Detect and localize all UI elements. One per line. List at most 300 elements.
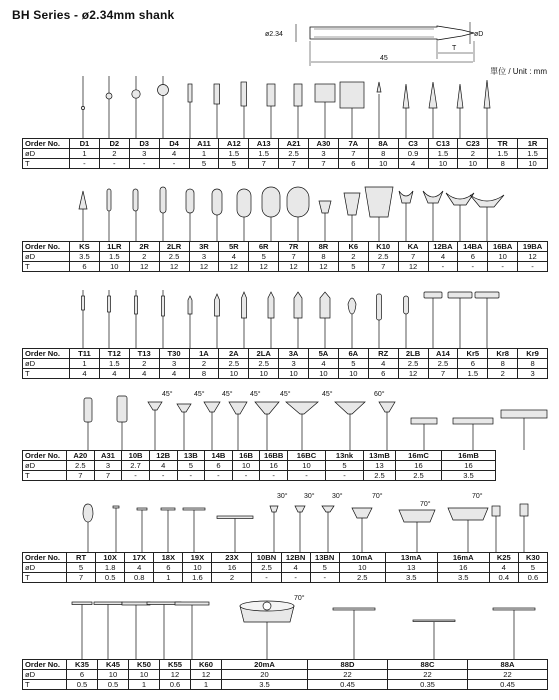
diameter-cell: 2.5 [279,149,309,159]
diameter-cell: 10 [129,670,160,680]
order-no-cell: D2 [99,139,129,149]
order-no-cell: D1 [70,139,100,149]
diameter-cell: 12 [191,670,222,680]
spec-table-row-1 [22,138,548,169]
diameter-cell: 2 [189,359,219,369]
diameter-cell: 8 [518,359,548,369]
angle-label: 70° [372,493,383,500]
order-no-cell: TR [488,139,518,149]
order-no-cell: 6A [338,349,368,359]
length-cell: 12 [398,369,428,379]
length-cell: - [177,471,205,481]
order-no-cell: 88A [468,660,548,670]
length-cell: 4 [99,369,129,379]
diameter-cell: 1.5 [99,359,129,369]
bit-drawings-row-3 [22,290,548,348]
diameter-cell: 2.5 [368,252,398,262]
order-no-cell: 5R [219,242,249,252]
diameter-cell: 6 [458,359,488,369]
diameter-cell: 2.5 [67,461,95,471]
diameter-cell: 5 [338,359,368,369]
length-cell: - [288,471,326,481]
length-cell: 6 [368,369,398,379]
section-row-1 [22,76,548,169]
diameter-cell: 20 [222,670,308,680]
order-no-cell: 18X [154,553,183,563]
length-cell: 6 [338,159,368,169]
order-no-cell: A14 [428,349,458,359]
diameter-cell: 12 [518,252,548,262]
length-cell: - [281,573,310,583]
order-no-cell: D3 [129,139,159,149]
order-no-cell: KA [398,242,428,252]
order-no-cell: 13B [177,451,205,461]
diameter-cell: 16 [396,461,442,471]
bit-drawings-row-1 [22,76,548,138]
shank-dimension-diagram [262,14,492,66]
angle-label: 30° [277,493,288,500]
order-no-cell: 88C [388,660,468,670]
diameter-header: øD [23,252,70,262]
diameter-cell: 2.5 [252,563,281,573]
order-no-cell: 5A [309,349,339,359]
order-no-cell: 6R [249,242,279,252]
angle-label: 45° [250,391,261,398]
length-cell: 0.8 [125,573,154,583]
diameter-cell: 7 [279,252,309,262]
diameter-cell: 5 [249,252,279,262]
length-cell: 10 [368,159,398,169]
diameter-cell: 4 [125,563,154,573]
length-cell: 1 [154,573,183,583]
length-cell: 8 [488,159,518,169]
order-no-cell: A12 [219,139,249,149]
length-cell: 10 [309,369,339,379]
diameter-cell: 22 [388,670,468,680]
diameter-cell: 10 [488,252,518,262]
diameter-cell: 2.7 [122,461,150,471]
diameter-cell: 4 [309,359,339,369]
spec-table-row-6 [22,659,548,690]
length-header: T [23,573,67,583]
order-no-cell: 13mB [364,451,396,461]
order-no-cell: 12B [149,451,177,461]
diameter-cell: 1.5 [488,149,518,159]
order-no-cell: 16BC [288,451,326,461]
order-no-cell: C13 [428,139,458,149]
diameter-cell: 8 [368,149,398,159]
length-cell: 0.5 [67,680,98,690]
order-no-cell: 8R [309,242,339,252]
diameter-cell: 6 [67,670,98,680]
order-no-header: Order No. [23,139,70,149]
length-cell: 3.5 [442,471,496,481]
order-no-cell: Kr9 [518,349,548,359]
diameter-cell: 3 [129,149,159,159]
angle-label: 45° [222,391,233,398]
order-no-cell: 2A [219,349,249,359]
diameter-cell: 0.9 [398,149,428,159]
length-cell: - [428,262,458,272]
diameter-cell: 5 [310,563,339,573]
length-cell: 3.5 [437,573,489,583]
length-cell: 10 [249,369,279,379]
order-no-cell: 88D [308,660,388,670]
length-cell: - [260,471,288,481]
diameter-cell: 4 [368,359,398,369]
length-header: T [23,262,70,272]
order-no-cell: 10B [122,451,150,461]
length-cell: 10 [279,369,309,379]
diameter-cell: 10 [339,563,385,573]
order-no-header: Order No. [23,553,67,563]
order-no-cell: K50 [129,660,160,670]
length-cell: 8 [189,369,219,379]
length-cell: 3.5 [222,680,308,690]
diameter-cell: 4 [281,563,310,573]
diameter-cell: 13 [364,461,396,471]
length-cell: 5 [189,159,219,169]
length-cell: 4 [70,369,100,379]
angle-label: 70° [420,501,431,508]
order-no-cell: 2LR [159,242,189,252]
length-cell: - [458,262,488,272]
diameter-cell: 10 [232,461,260,471]
order-no-cell: 16BB [260,451,288,461]
order-no-cell: K10 [368,242,398,252]
angle-label: 45° [162,391,173,398]
length-cell: 0.35 [388,680,468,690]
order-no-cell: Kr5 [458,349,488,359]
order-no-cell: 10BN [252,553,281,563]
diameter-cell: 22 [308,670,388,680]
order-no-cell: 1A [189,349,219,359]
length-cell: 10 [458,159,488,169]
order-no-cell: T11 [70,349,100,359]
order-no-cell: 7R [279,242,309,252]
angle-label: 45° [322,391,333,398]
bit-drawings-row-5 [22,488,548,552]
order-no-header: Order No. [23,660,67,670]
order-no-cell: RT [67,553,96,563]
diameter-header: øD [23,563,67,573]
diameter-cell: 3.5 [70,252,100,262]
length-cell: 5 [338,262,368,272]
length-cell: 0.5 [98,680,129,690]
diameter-cell: 10 [98,670,129,680]
length-cell: - [205,471,233,481]
diameter-cell: 6 [205,461,233,471]
length-cell: 1 [191,680,222,690]
length-cell: 2 [488,369,518,379]
order-no-cell: 13mA [385,553,437,563]
diameter-cell: 3 [279,359,309,369]
diameter-cell: 1 [70,359,100,369]
unit-label: 單位 / Unit : mm [490,67,547,76]
order-no-cell: A21 [279,139,309,149]
order-no-cell: 13BN [310,553,339,563]
order-no-header: Order No. [23,242,70,252]
length-header: T [23,680,67,690]
length-cell: 7 [309,159,339,169]
order-no-cell: K6 [338,242,368,252]
diameter-cell: 3 [94,461,122,471]
length-cell: 5 [219,159,249,169]
diameter-cell: 2 [129,359,159,369]
diameter-cell: 1.8 [96,563,125,573]
length-cell: 0.5 [96,573,125,583]
order-no-cell: 16B [232,451,260,461]
length-header: T [23,471,67,481]
order-no-cell: K30 [518,553,547,563]
diameter-cell: 1 [70,149,100,159]
order-no-cell: A11 [189,139,219,149]
diameter-cell: 16 [212,563,252,573]
diameter-cell: 22 [468,670,548,680]
order-no-cell: K60 [191,660,222,670]
diameter-cell: 4 [489,563,518,573]
section-row-3 [22,290,548,379]
order-no-cell: A30 [309,139,339,149]
order-no-cell: 12BA [428,242,458,252]
diameter-cell: 16 [437,563,489,573]
diameter-cell: 2 [99,149,129,159]
diameter-cell: 4 [149,461,177,471]
length-cell: 7 [249,159,279,169]
diameter-cell: 6 [154,563,183,573]
order-no-cell: 20mA [222,660,308,670]
order-no-cell: 2LB [398,349,428,359]
spec-table-row-2 [22,241,548,272]
diameter-cell: 7 [338,149,368,159]
length-cell: 12 [219,262,249,272]
length-t-label: T [452,45,457,52]
length-cell: 0.6 [160,680,191,690]
order-no-cell: 10mA [339,553,385,563]
spec-table-row-5 [22,552,548,583]
length-cell: 12 [309,262,339,272]
order-no-cell: 1LR [99,242,129,252]
diameter-cell: 12 [160,670,191,680]
spec-table-row-4 [22,450,548,481]
order-no-cell: A13 [249,139,279,149]
diameter-cell: 1.5 [428,149,458,159]
diameter-cell: 6 [458,252,488,262]
order-no-cell: K45 [98,660,129,670]
diameter-cell: 2.5 [219,359,249,369]
length-cell: - [232,471,260,481]
order-no-cell: 16BA [488,242,518,252]
diameter-cell: 2.5 [159,252,189,262]
order-no-cell: T13 [129,349,159,359]
section-row-5 [22,488,548,583]
length-cell: - [159,159,189,169]
diameter-cell: 4 [159,149,189,159]
order-no-cell: A31 [94,451,122,461]
diameter-cell: 3 [189,252,219,262]
diameter-cell: 5 [326,461,364,471]
page-title: BH Series - ø2.34mm shank [12,8,175,22]
length-cell: 7 [368,262,398,272]
diameter-cell: 8 [488,359,518,369]
bit-drawings-row-2 [22,185,548,241]
diameter-cell: 7 [398,252,428,262]
order-no-cell: 16mA [437,553,489,563]
length-cell: 10 [338,369,368,379]
length-cell: 3 [518,369,548,379]
length-cell: 4 [159,369,189,379]
diameter-cell: 3 [159,359,189,369]
order-no-cell: D4 [159,139,189,149]
section-row-4 [22,388,548,481]
length-cell: 12 [279,262,309,272]
order-no-cell: K25 [489,553,518,563]
length-cell: 2 [212,573,252,583]
spec-table-row-3 [22,348,548,379]
diameter-cell: 1.5 [99,252,129,262]
order-no-cell: 1R [518,139,548,149]
length-cell: - [488,262,518,272]
diameter-cell: 2 [129,252,159,262]
length-cell: 0.45 [468,680,548,690]
diameter-cell: 1.5 [249,149,279,159]
diameter-cell: 2.5 [398,359,428,369]
length-cell: 7 [279,159,309,169]
length-cell: 4 [398,159,428,169]
order-no-cell: 19BA [518,242,548,252]
diameter-cell: 1.5 [219,149,249,159]
diameter-cell: 10 [183,563,212,573]
length-cell: 7 [67,573,96,583]
length-cell: 12 [129,262,159,272]
diameter-cell: 16 [442,461,496,471]
diameter-cell: 2.5 [428,359,458,369]
length-cell: - [70,159,100,169]
order-no-cell: K35 [67,660,98,670]
order-no-cell: 16mC [396,451,442,461]
length-cell: 10 [428,159,458,169]
order-no-cell: C23 [458,139,488,149]
order-no-cell: 23X [212,553,252,563]
diameter-cell: 3 [309,149,339,159]
length-cell: 10 [518,159,548,169]
angle-label: 60° [374,391,385,398]
diameter-cell: 2.5 [249,359,279,369]
length-cell: 6 [70,262,100,272]
length-cell: 2.5 [364,471,396,481]
order-no-cell: 12BN [281,553,310,563]
length-cell: - [99,159,129,169]
order-no-header: Order No. [23,451,67,461]
length-header: T [23,369,70,379]
order-no-cell: Kr8 [488,349,518,359]
length-cell: 10 [219,369,249,379]
length-cell: 1 [129,680,160,690]
order-no-cell: A20 [67,451,95,461]
section-row-6 [22,592,548,690]
length-cell: 7 [428,369,458,379]
angle-label: 30° [304,493,315,500]
angle-label: 45° [194,391,205,398]
length-cell: 0.45 [308,680,388,690]
order-no-header: Order No. [23,349,70,359]
length-cell: - [518,262,548,272]
length-cell: 0.6 [518,573,547,583]
length-cell: - [326,471,364,481]
length-cell: 12 [159,262,189,272]
length-cell: - [252,573,281,583]
diameter-header: øD [23,359,70,369]
length-cell: 1.6 [183,573,212,583]
order-no-cell: RZ [368,349,398,359]
diameter-cell: 4 [219,252,249,262]
diameter-header: øD [23,461,67,471]
order-no-cell: 14BA [458,242,488,252]
tip-diameter-label: øD [474,31,484,38]
order-no-cell: 16mB [442,451,496,461]
diameter-cell: 5 [67,563,96,573]
diameter-cell: 2 [338,252,368,262]
order-no-cell: 14B [205,451,233,461]
order-no-cell: 2R [129,242,159,252]
length-cell: 12 [189,262,219,272]
angle-label: 70° [472,493,483,500]
length-cell: 4 [129,369,159,379]
angle-label: 30° [332,493,343,500]
diameter-header: øD [23,670,67,680]
length-cell: - [149,471,177,481]
length-cell: - [122,471,150,481]
length-cell: 12 [249,262,279,272]
diameter-cell: 13 [385,563,437,573]
length-cell: 7 [94,471,122,481]
order-no-cell: 8A [368,139,398,149]
diameter-cell: 5 [177,461,205,471]
bit-drawings-row-4 [22,388,548,450]
order-no-cell: 17X [125,553,154,563]
length-cell: 1.5 [458,369,488,379]
angle-label: 70° [294,595,305,602]
length-cell: 12 [398,262,428,272]
length-cell: 2.5 [339,573,385,583]
diameter-cell: 2 [458,149,488,159]
diameter-cell: 8 [309,252,339,262]
length-cell: 7 [67,471,95,481]
bit-drawings-row-6 [22,592,548,659]
angle-label: 45° [280,391,291,398]
order-no-cell: 19X [183,553,212,563]
order-no-cell: 3A [279,349,309,359]
order-no-cell: T30 [159,349,189,359]
length-cell: 10 [99,262,129,272]
section-row-2 [22,185,548,272]
shank-diameter-label: ø2.34 [265,31,283,38]
diameter-cell: 1.5 [518,149,548,159]
diameter-cell: 1 [189,149,219,159]
order-no-cell: 7A [338,139,368,149]
overall-length-label: 45 [380,55,388,62]
diameter-cell: 4 [428,252,458,262]
order-no-cell: K55 [160,660,191,670]
length-cell: - [129,159,159,169]
length-cell: 0.4 [489,573,518,583]
diameter-cell: 16 [260,461,288,471]
diameter-cell: 10 [288,461,326,471]
length-cell: - [310,573,339,583]
diameter-cell: 5 [518,563,547,573]
order-no-cell: T12 [99,349,129,359]
order-no-cell: C3 [398,139,428,149]
